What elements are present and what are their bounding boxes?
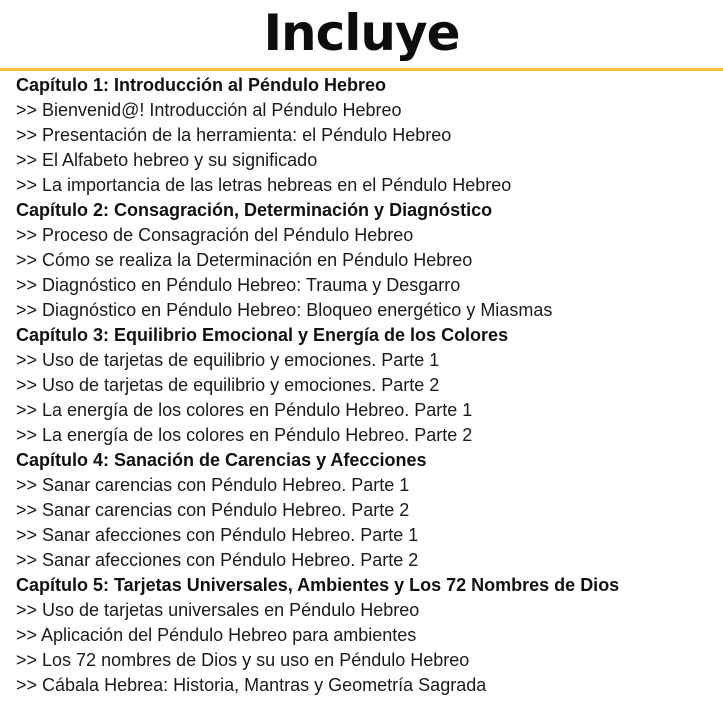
chapter-2-item-4: >> Diagnóstico en Péndulo Hebreo: Bloqueo energético y Miasmas: [16, 300, 553, 320]
chapter-3-item-1: >> Uso de tarjetas de equilibrio y emociones. Parte 1: [16, 350, 440, 370]
chapter-4-item-2: >> Sanar carencias con Péndulo Hebreo. Parte 2: [16, 500, 410, 520]
chapter-5-item-4: >> Cábala Hebrea: Historia, Mantras y Geometría Sagrada: [16, 675, 487, 695]
chapter-5-item-1: >> Uso de tarjetas universales en Péndulo Hebreo: [16, 600, 420, 620]
page-title: Incluye: [263, 4, 460, 62]
chapter-5-item-2: >> Aplicación del Péndulo Hebreo para ambientes: [16, 625, 417, 645]
chapter-1-heading: Capítulo 1: Introducción al Péndulo Hebreo: [16, 75, 387, 95]
chapter-2-item-2: >> Cómo se realiza la Determinación en Péndulo Hebreo: [16, 250, 473, 270]
chapter-4-item-4: >> Sanar afecciones con Péndulo Hebreo. Parte 2: [16, 550, 419, 570]
divider-line: [0, 68, 723, 71]
chapter-3-item-4: >> La energía de los colores en Péndulo Hebreo. Parte 2: [16, 425, 473, 445]
chapter-1-item-1: >> Bienvenid@! Introducción al Péndulo Hebreo: [16, 100, 402, 120]
chapter-4-item-3: >> Sanar afecciones con Péndulo Hebreo. Parte 1: [16, 525, 419, 545]
chapter-3-item-3: >> La energía de los colores en Péndulo Hebreo. Parte 1: [16, 400, 473, 420]
chapter-5-heading: Capítulo 5: Tarjetas Universales, Ambientes y Los 72 Nombres de Dios: [16, 575, 620, 595]
chapter-2-heading: Capítulo 2: Consagración, Determinación y Diagnóstico: [16, 200, 493, 220]
chapter-3-heading: Capítulo 3: Equilibrio Emocional y Energía de los Colores: [16, 325, 509, 345]
chapter-3-item-2: >> Uso de tarjetas de equilibrio y emociones. Parte 2: [16, 375, 440, 395]
chapter-5-item-3: >> Los 72 nombres de Dios y su uso en Péndulo Hebreo: [16, 650, 470, 670]
chapter-2-item-3: >> Diagnóstico en Péndulo Hebreo: Trauma y Desgarro: [16, 275, 461, 295]
chapter-4-heading: Capítulo 4: Sanación de Carencias y Afecciones: [16, 450, 427, 470]
chapter-1-item-4: >> La importancia de las letras hebreas en el Péndulo Hebreo: [16, 175, 512, 195]
chapter-1-item-2: >> Presentación de la herramienta: el Péndulo Hebreo: [16, 125, 452, 145]
chapter-list: [16, 73, 716, 698]
chapter-1-item-3: >> El Alfabeto hebreo y su significado: [16, 150, 318, 170]
chapter-2-item-1: >> Proceso de Consagración del Péndulo Hebreo: [16, 225, 414, 245]
chapter-4-item-1: >> Sanar carencias con Péndulo Hebreo. Parte 1: [16, 475, 410, 495]
